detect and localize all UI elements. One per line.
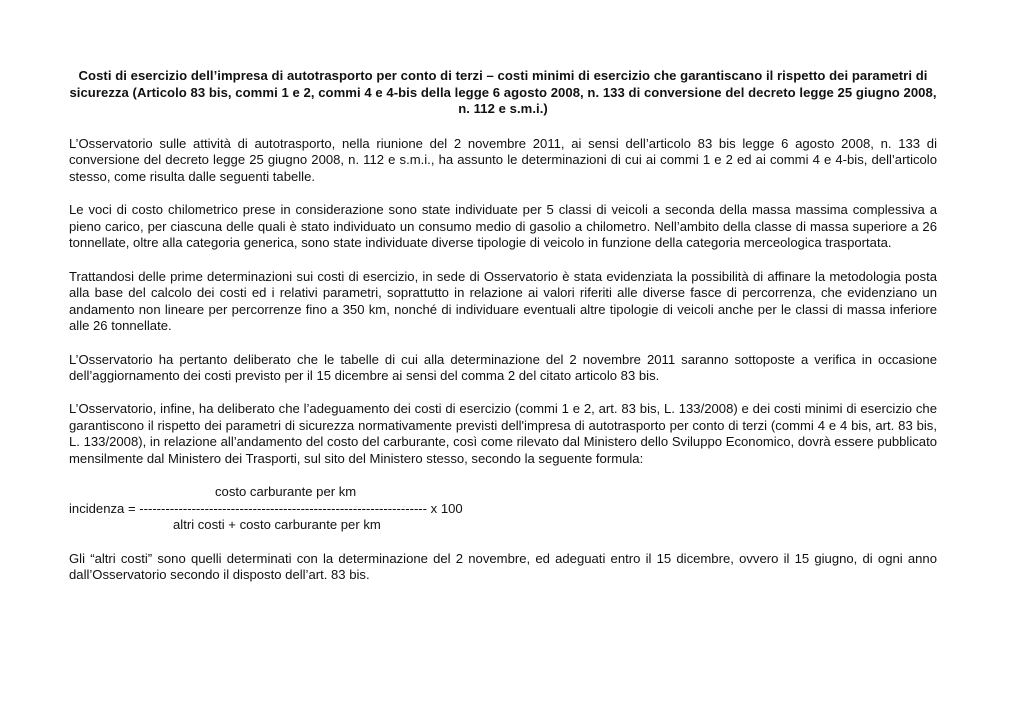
formula-numerator: costo carburante per km	[215, 484, 357, 500]
paragraph-adeguamento-costi: L’Osservatorio, infine, ha deliberato che l’adeguamento dei costi di esercizio (commi 1 e 2, art. 83 bis, L. 133/2008) e dei costi minimi di esercizio che garantiscono il rispetto dei parametri di sicurezza normativamente previsti dell'impresa di autotrasporto per conto di terzi (commi 4 e 4 bis, art. 83 bis, L. 133/2008), in relazione all’andamento del costo del carburante, così come rilevato dal Ministero dello Sviluppo Economico, dovrà essere pubblicato mensilmente dal Ministero dei Trasporti, sul sito del Ministero stesso, secondo la seguente formula:	[69, 401, 937, 467]
incidenza-formula	[69, 484, 937, 534]
paragraph-altri-costi: Gli “altri costi” sono quelli determinati con la determinazione del 2 novembre, ed adeguati entro il 15 dicembre, ovvero il 15 giugno, di ogni anno dall’Osservatorio secondo il disposto dell’art. 83 bis.	[69, 550, 937, 583]
document-page	[69, 68, 937, 600]
paragraph-verifica-tabelle: L’Osservatorio ha pertanto deliberato che le tabelle di cui alla determinazione del 2 novembre 2011 saranno sottoposte a verifica in occasione dell’aggiornamento dei costi previsto per il 15 dicembre ai sensi del comma 2 del citato articolo 83 bis.	[69, 351, 937, 384]
document-title: Costi di esercizio dell’impresa di autotrasporto per conto di terzi – costi minimi di esercizio che garantiscano il rispetto dei parametri di sicurezza (Articolo 83 bis, commi 1 e 2, commi 4 e 4-bis della legge 6 agosto 2008, n. 133 di conversione del decreto legge 25 giugno 2008, n. 112 e s.m.i.)	[69, 68, 937, 117]
paragraph-prime-determinazioni: Trattandosi delle prime determinazioni sui costi di esercizio, in sede di Osservatorio è stata evidenziata la possibilità di affinare la metodologia posta alla base del calcolo dei costi ed i relativi parametri, soprattutto in relazione ai valori riferiti alle diverse fasce di percorrenza, che evidenziano un andamento non lineare per percorrenze fino a 350 km, nonché di individuare eventuali altre tipologie di veicoli anche per le classi di massa inferiore alle 26 tonnellate.	[69, 268, 937, 334]
formula-denominator: altri costi + costo carburante per km	[173, 517, 381, 533]
formula-fraction-line: incidenza = ------------------------------------------------------------------ x 100	[69, 500, 463, 516]
paragraph-voci-costo: Le voci di costo chilometrico prese in considerazione sono state individuate per 5 classi di veicoli a seconda della massa massima complessiva a pieno carico, per ciascuna delle quali è stato individuato un consumo medio di gasolio a chilometro. Nell’ambito della classe di massa superiore a 26 tonnellate, oltre alla categoria generica, sono state individuate diverse tipologie di veicolo in funzione della categoria merceologica trasportata.	[69, 202, 937, 251]
paragraph-osservatorio-riunione: L’Osservatorio sulle attività di autotrasporto, nella riunione del 2 novembre 2011, ai sensi dell’articolo 83 bis legge 6 agosto 2008, n. 133 di conversione del decreto legge 25 giugno 2008, n. 112 e s.m.i., ha assunto le determinazioni di cui ai commi 1 e 2 ed ai commi 4 e 4-bis, dell’articolo stesso, come risulta dalle seguenti tabelle.	[69, 135, 937, 184]
